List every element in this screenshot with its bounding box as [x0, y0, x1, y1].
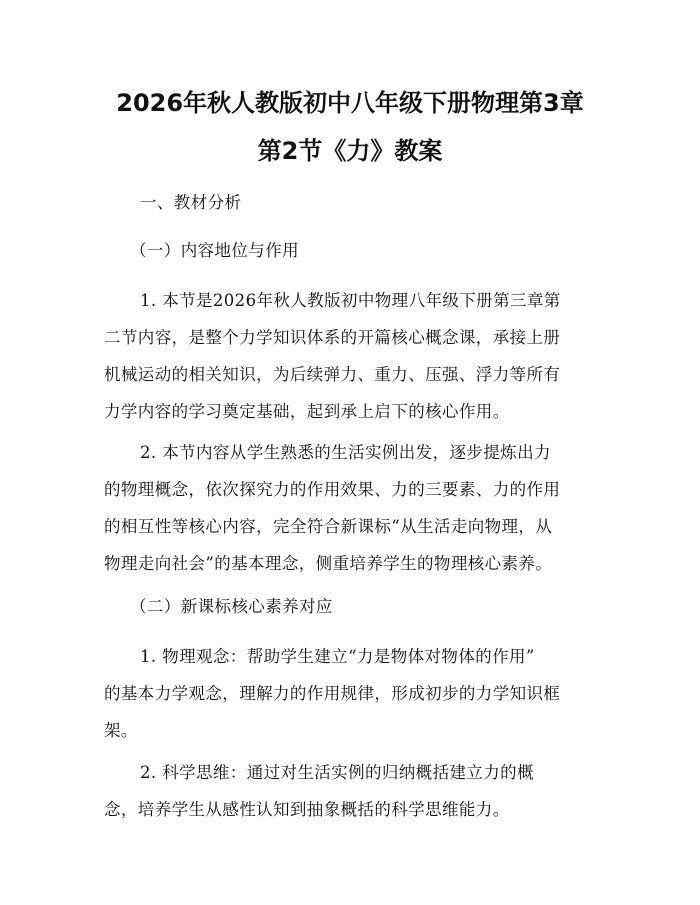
paragraph-4-line-2: 念，培养学生从感性认知到抽象概括的科学思维能力。 — [104, 800, 510, 819]
paragraph-2-line-3: 的相互性等核心内容，完全符合新课标“从生活走向物理，从 — [104, 517, 553, 536]
subsection-heading-content-role: （一）内容地位与作用 — [130, 241, 299, 260]
paragraph-1-line-2: 二节内容，是整个力学知识体系的开篇核心概念课，承接上册 — [104, 328, 561, 347]
document-title-line-2: 第2节《力》教案 — [257, 137, 443, 165]
paragraph-1 — [104, 282, 600, 430]
paragraph-4-line-1: 2. 科学思维：通过对生活实例的归纳概括建立力的概 — [140, 763, 534, 782]
paragraph-2-line-4: 物理走向社会”的基本理念，侧重培养学生的物理核心素养。 — [104, 554, 553, 573]
paragraph-1-line-3: 机械运动的相关知识，为后续弹力、重力、压强、浮力等所有 — [104, 365, 561, 384]
paragraph-3-line-2: 的基本力学观念，理解力的作用规律，形成初步的力学知识框 — [104, 684, 561, 703]
document-title-line-1: 2026年秋人教版初中八年级下册物理第3章 — [116, 89, 584, 117]
paragraph-3-line-3: 架。 — [104, 721, 138, 740]
paragraph-3 — [104, 638, 600, 749]
section-heading-textbook-analysis: 一、教材分析 — [140, 193, 242, 212]
paragraph-4 — [104, 754, 600, 828]
paragraph-2-line-2: 的物理概念，依次探究力的作用效果、力的三要素、力的作用 — [104, 480, 561, 499]
paragraph-2 — [104, 434, 600, 582]
paragraph-2-line-1: 2. 本节内容从学生熟悉的生活实例出发，逐步提炼出力 — [140, 443, 551, 462]
paragraph-3-line-1: 1. 物理观念：帮助学生建立“力是物体对物体的作用” — [140, 647, 535, 666]
subsection-heading-core-literacy: （二）新课标核心素养对应 — [130, 597, 333, 616]
paragraph-1-line-4: 力学内容的学习奠定基础，起到承上启下的核心作用。 — [104, 402, 510, 421]
paragraph-1-line-1: 1. 本节是2026年秋人教版初中物理八年级下册第三章第 — [140, 291, 561, 310]
